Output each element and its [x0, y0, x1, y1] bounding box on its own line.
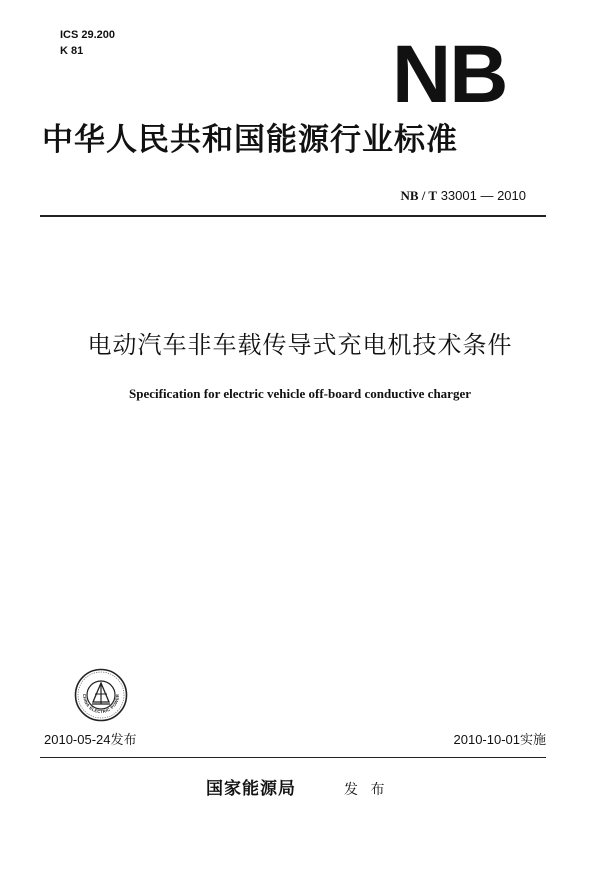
ics-code: ICS 29.200: [60, 29, 116, 41]
publish-label: 发 布: [344, 782, 389, 798]
svg-text:CHINA ELECTRIC POWER: CHINA ELECTRIC POWER: [81, 693, 121, 715]
ccs-code: K 81: [60, 45, 84, 57]
bottom-divider: [40, 757, 546, 758]
organization-title: 中华人民共和国能源行业标准: [42, 122, 458, 158]
standard-code: [400, 188, 526, 204]
standard-code-prefix: NB / T: [400, 188, 438, 203]
document-title-english: Specification for electric vehicle off-board conductive charger: [129, 386, 471, 401]
document-title-chinese: 电动汽车非车载传导式充电机技术条件: [87, 331, 513, 359]
issue-date: 2010-05-24发布: [44, 732, 137, 747]
implementation-date: 2010-10-01实施: [453, 732, 546, 747]
standard-code-number: 33001 — 2010: [440, 188, 526, 203]
publisher-name: 国家能源局: [206, 779, 296, 799]
nb-logo: NB: [392, 29, 507, 120]
publisher-seal-icon: [74, 668, 128, 722]
top-divider: [40, 215, 546, 217]
